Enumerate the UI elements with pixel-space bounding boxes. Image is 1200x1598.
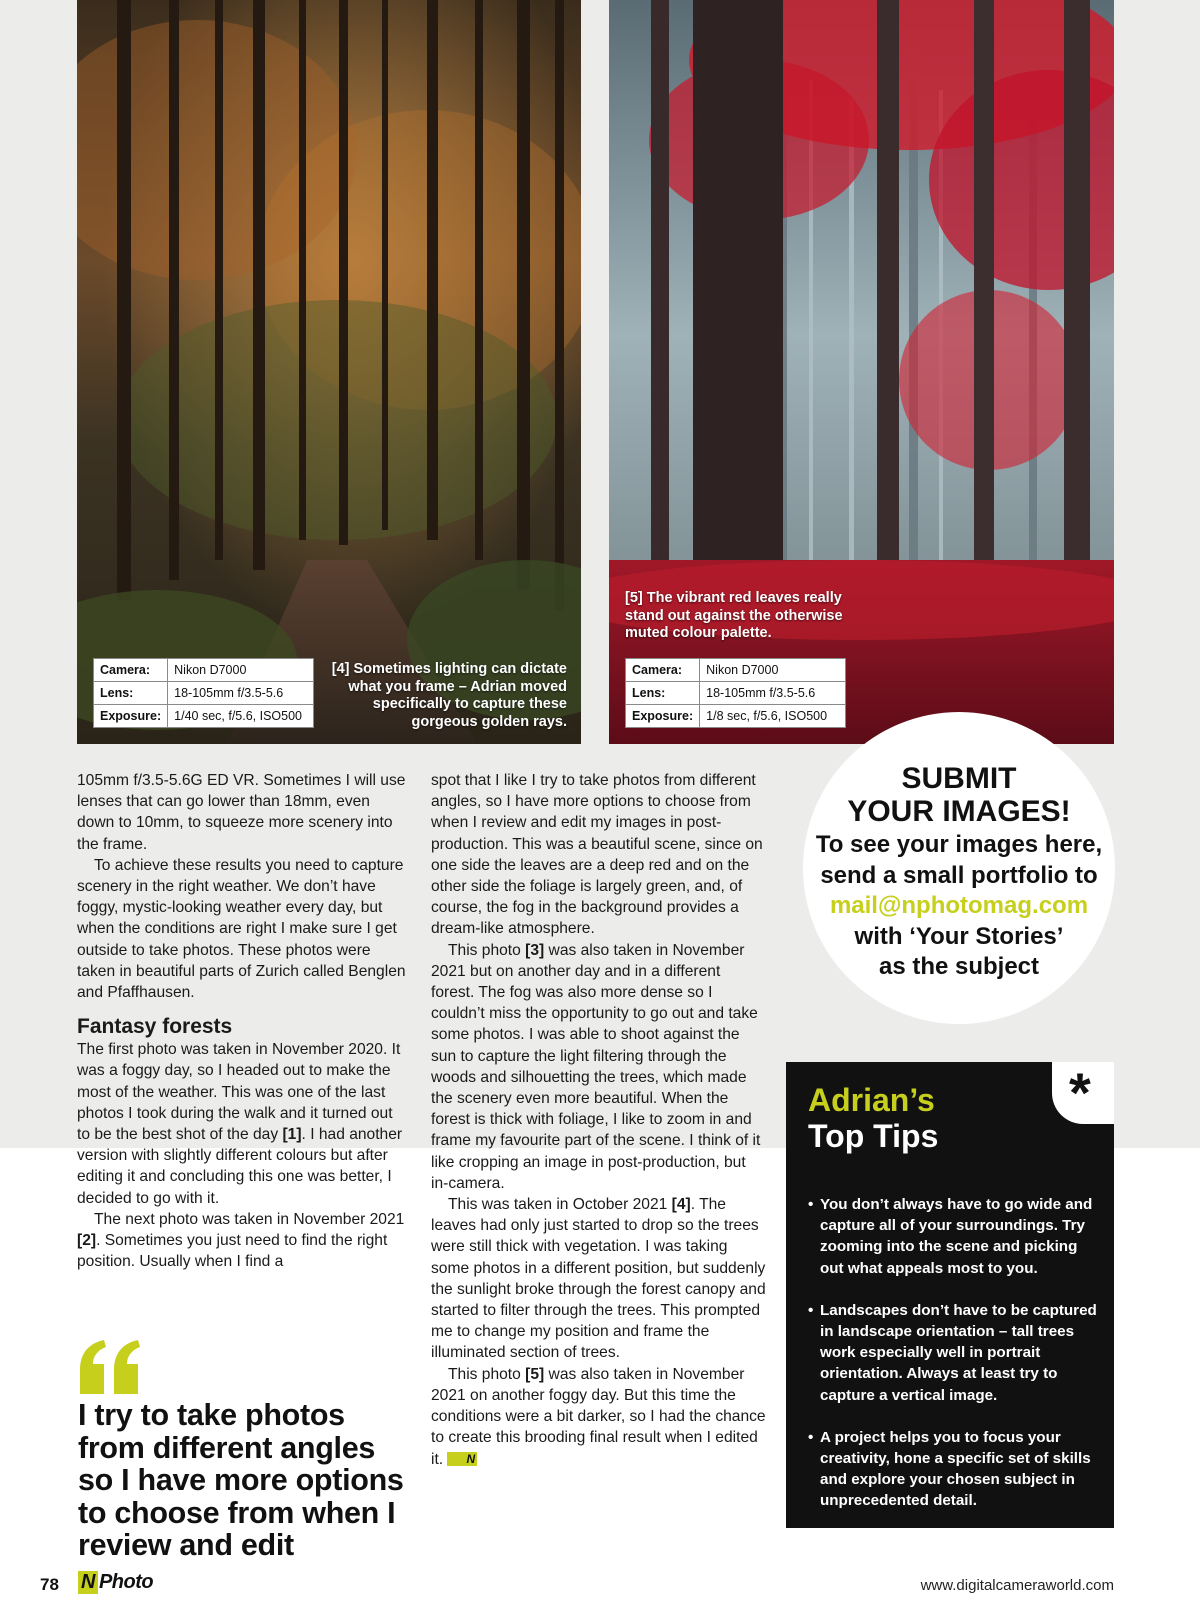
article-paragraph xyxy=(431,1364,766,1470)
image-reference: [5] xyxy=(525,1365,545,1383)
spec-row-exposure xyxy=(94,705,314,728)
pull-quote: I try to take photos from different angles so I have more options to choose from when I review and edit xyxy=(78,1398,404,1562)
submit-body-line: send a small portfolio to xyxy=(820,861,1098,889)
top-tips-box xyxy=(786,1062,1114,1528)
submit-email-link[interactable]: mail@nphotomag.com xyxy=(829,892,1089,919)
tips-heading-name: Adrian’s xyxy=(808,1082,935,1118)
paragraph-text: . I had another version with slightly different colours but after editing it and concluding this one was better, I decided to go with it. xyxy=(77,1126,403,1207)
quote-mark-icon xyxy=(76,1340,142,1394)
paragraph-text: was also taken in November 2021 but on another day and in a different forest. The fog was also more dense so I couldn’t miss the opportunity to go out and take some photos. I was able to shoot against the sun to capture the light filtering through the woods and silhouetting the trees, which made the scenery even more beautiful. When the forest is thick with foliage, I like to zoom in and frame my favourite part of the scene. I think of it like cropping an image in post-production, but in-camera. xyxy=(431,941,761,1192)
paragraph-text: This photo xyxy=(448,1365,526,1383)
photo-red-forest xyxy=(609,0,1114,744)
article-paragraph: spot that I like I try to take photos from different angles, so I have more options to choose from when I review and edit my images in post-production. This was a beautiful scene, since on one side the leaves are a deep red and on the other side the foliage is largely green, and, of course, the fog in the background provides a dream-like atmosphere. xyxy=(431,772,763,938)
image-reference: [2] xyxy=(77,1232,97,1250)
submit-body-line: as the subject xyxy=(878,953,1040,980)
spec-value: Nikon D7000 xyxy=(168,659,314,682)
article-paragraph xyxy=(431,1194,766,1364)
asterisk-icon: * xyxy=(1069,1061,1091,1124)
paragraph-text: was also taken in November 2021 on another foggy day. But this time the conditions were a bit darker, so I had the chance to create this brooding final result when I edited it. xyxy=(431,1365,766,1468)
website-url[interactable]: www.digitalcameraworld.com xyxy=(920,1577,1114,1594)
spec-key: Exposure: xyxy=(626,705,700,728)
tips-heading-title: Top Tips xyxy=(808,1118,939,1154)
end-of-article-logo: N xyxy=(447,1452,477,1466)
spec-value: 1/8 sec, f/5.6, ISO500 xyxy=(700,705,846,728)
article-column-1 xyxy=(77,770,407,1272)
article-column-2 xyxy=(431,770,766,1470)
photo-golden-forest xyxy=(77,0,581,744)
image-reference: [4] xyxy=(671,1196,691,1214)
paragraph-text: . The leaves had only just started to drop so the trees were still thick with vegetation. I was taking some photos in a different position, but suddenly the sunlight broke through the forest canopy and started to filter through the trees. This prompted me to change my position and frame the illuminated section of trees. xyxy=(431,1196,766,1362)
spec-row-camera xyxy=(94,659,314,682)
submit-title xyxy=(803,762,1115,828)
submit-body xyxy=(803,830,1115,983)
spec-key: Camera: xyxy=(626,659,700,682)
tips-list-item: • A project helps you to focus your creativity, hone a specific set of skills and explore your chosen subject in unprecedented detail. xyxy=(808,1427,1104,1512)
spec-row-lens xyxy=(94,682,314,705)
article-paragraph: 105mm f/3.5-5.6G ED VR. Sometimes I will use lenses that can go lower than 18mm, even down to 10mm, to squeeze more scenery into the frame. xyxy=(77,772,406,853)
article-paragraph: To achieve these results you need to capture scenery in the right weather. We don’t have foggy, mystic-looking weather every day, but when the conditions are right I make sure I get outside to take photos. These photos were taken in beautiful parts of Zurich called Benglen and Pfaffhausen. xyxy=(77,856,406,1002)
spec-value: 1/40 sec, f/5.6, ISO500 xyxy=(168,705,314,728)
spec-key: Exposure: xyxy=(94,705,168,728)
article-paragraph xyxy=(431,940,766,1194)
spec-key: Camera: xyxy=(94,659,168,682)
paragraph-text: This photo xyxy=(448,941,526,959)
spec-row-lens xyxy=(626,682,846,705)
tips-list-item: • Landscapes don’t have to be captured in landscape orientation – tall trees work especially well in portrait orientation. Always at least try to capture a vertical image. xyxy=(808,1300,1104,1406)
submit-title-line: YOUR IMAGES! xyxy=(847,795,1071,828)
spec-value: Nikon D7000 xyxy=(700,659,846,682)
tips-list-item: • You don’t always have to go wide and capture all of your surroundings. Try zooming into the scene and picking out what appeals most to you. xyxy=(808,1194,1104,1279)
submit-body-line: with ‘Your Stories’ xyxy=(854,922,1064,950)
magazine-logo xyxy=(78,1571,153,1595)
paragraph-text: . Sometimes you just need to find the right position. Usually when I find a xyxy=(77,1232,388,1271)
section-heading: Fantasy forests xyxy=(77,1015,233,1039)
spec-key: Lens: xyxy=(94,682,168,705)
photo-caption-5: [5] The vibrant red leaves really stand out against the otherwise muted colour palette. xyxy=(625,590,843,641)
forest-illustration-golden xyxy=(77,0,581,744)
camera-specs-table-photo-5 xyxy=(625,658,846,728)
spec-key: Lens: xyxy=(626,682,700,705)
asterisk-badge xyxy=(1052,1062,1114,1124)
logo-n-mark: N xyxy=(78,1571,98,1594)
tips-list xyxy=(808,1194,1104,1533)
spec-value: 18-105mm f/3.5-5.6 xyxy=(700,682,846,705)
submit-title-line: SUBMIT xyxy=(901,762,1017,795)
camera-specs-table-photo-4 xyxy=(93,658,314,728)
submit-images-callout xyxy=(803,712,1115,1024)
spec-row-exposure xyxy=(626,705,846,728)
spec-row-camera xyxy=(626,659,846,682)
article-paragraph xyxy=(77,1209,407,1273)
image-reference: [3] xyxy=(525,941,545,959)
paragraph-text: The next photo was taken in November 2021 xyxy=(94,1210,405,1228)
page-number: 78 xyxy=(40,1575,59,1594)
paragraph-text: The first photo was taken in November 2020. It was a foggy day, so I headed out to make the most of the weather. This was one of the last photos I took during the walk and it turned out to be the best shot of the day xyxy=(77,1041,401,1144)
article-paragraph xyxy=(77,1039,407,1209)
submit-body-line: To see your images here, xyxy=(815,831,1103,858)
paragraph-text: This was taken in October 2021 xyxy=(448,1196,672,1214)
photo-caption-4: [4] Sometimes lighting can dictate what you frame – Adrian moved specifically to capture these gorgeous golden rays. xyxy=(331,661,567,730)
logo-wordmark: Photo xyxy=(98,1571,154,1593)
spec-value: 18-105mm f/3.5-5.6 xyxy=(168,682,314,705)
image-reference: [1] xyxy=(282,1126,302,1144)
